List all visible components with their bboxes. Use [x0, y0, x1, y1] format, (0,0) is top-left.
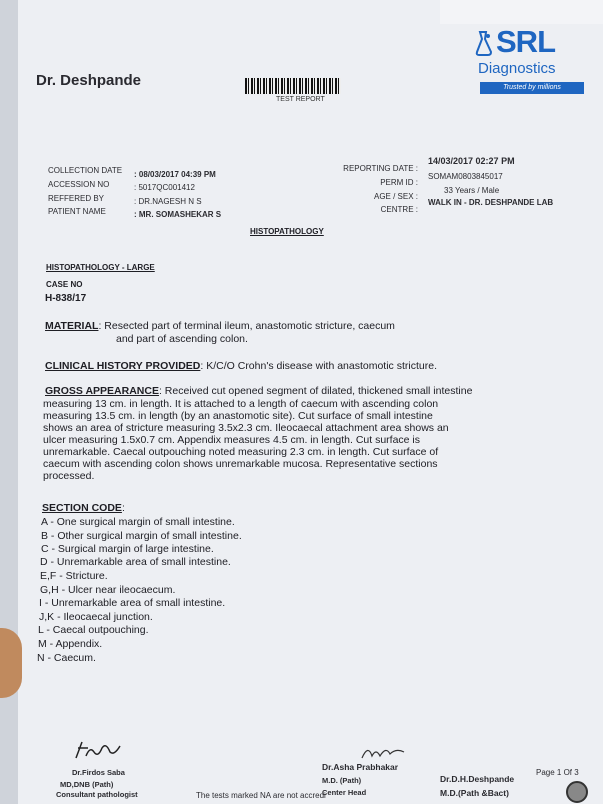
reporting-date-label: REPORTING DATE :	[343, 164, 418, 173]
sig1-name: Dr.Firdos Saba	[72, 768, 125, 777]
gross-line-3: shows an area of stricture measuring 3.5x2.3 cm. Ileocaecal attachment area shows an	[43, 422, 449, 434]
sig2-role: Center Head	[322, 788, 367, 797]
case-no-label: CASE NO	[46, 280, 83, 289]
clinical-history-section	[45, 360, 437, 372]
collection-date-value: : 08/03/2017 04:39 PM	[134, 170, 216, 179]
section-code-item: C - Surgical margin of large intestine.	[41, 543, 214, 555]
accreditation-note: The tests marked NA are not accredi	[196, 791, 326, 800]
perm-id-value: SOMAM0803845017	[428, 172, 503, 181]
sig1-degree: MD,DNB (Path)	[60, 780, 114, 789]
section-code-heading	[42, 502, 125, 514]
gross-line-7: processed.	[43, 470, 95, 482]
gross-line-1: measuring 13 cm. in length. It is attached to a length of caecum with ascending colon	[43, 398, 439, 410]
clinical-history-text: : K/C/O Crohn's disease with anastomotic stricture.	[200, 360, 437, 372]
gross-line-6: caecum with ascending colon shows unremarkable mucosa. Representative sections	[43, 458, 438, 470]
collection-date-label: COLLECTION DATE	[48, 166, 123, 175]
reporting-date-value: 14/03/2017 02:27 PM	[428, 156, 515, 166]
gross-line-2: measuring 13.5 cm. in length (by an anastomotic site). Cut surface of small intestine	[43, 410, 433, 422]
test-report-label: TEST REPORT	[276, 96, 325, 103]
clinical-history-label: CLINICAL HISTORY PROVIDED	[45, 360, 201, 372]
age-sex-value: 33 Years / Male	[444, 186, 500, 195]
gross-appearance-label: GROSS APPEARANCE	[45, 385, 159, 397]
material-line-1: : Resected part of terminal ileum, anastomotic stricture, caecum	[98, 320, 395, 332]
barcode	[245, 78, 341, 94]
section-code-item: B - Other surgical margin of small intestine.	[41, 530, 242, 542]
centre-value: WALK IN - DR. DESHPANDE LAB	[428, 198, 554, 207]
sig2-name: Dr.Asha Prabhakar	[322, 762, 399, 772]
section-code-item: I - Unremarkable area of small intestine.	[39, 597, 226, 609]
diagnostics-text: Diagnostics	[478, 60, 556, 77]
brand-tagline: Trusted by millions	[480, 82, 584, 94]
accession-label: ACCESSION NO	[48, 180, 110, 189]
gross-line-0: : Received cut opened segment of dilated, thickened small intestine	[158, 385, 473, 397]
material-section	[45, 320, 395, 332]
srl-brand-text: SRL	[496, 24, 555, 59]
patient-name-value: : MR. SOMASHEKAR S	[134, 210, 222, 219]
material-label: MATERIAL	[45, 320, 99, 332]
thumb-holding-page	[0, 628, 22, 698]
section-code-colon: :	[121, 502, 125, 514]
sig2-degree: M.D. (Path)	[322, 776, 362, 785]
page-number: Page 1 Of 3	[536, 768, 579, 777]
section-code-item: A - One surgical margin of small intestine.	[41, 516, 235, 528]
section-code-item: J,K - Ileocaecal junction.	[39, 611, 153, 623]
signature-asha-prabhakar	[360, 742, 408, 762]
histopathology-heading: HISTOPATHOLOGY	[250, 227, 324, 236]
age-sex-label: AGE / SEX :	[373, 192, 418, 201]
patient-name-label: PATIENT NAME	[48, 207, 106, 216]
section-code-item: M - Appendix.	[38, 638, 103, 650]
section-code-label: SECTION CODE	[42, 502, 122, 514]
underlying-sheet	[440, 0, 603, 24]
lab-seal-icon	[566, 781, 588, 803]
microscope-icon	[474, 30, 494, 56]
section-code-item: D - Unremarkable area of small intestine.	[40, 556, 231, 568]
material-line-2: and part of ascending colon.	[116, 333, 248, 345]
sig3-degree: M.D.(Path &Bact)	[440, 788, 509, 798]
perm-id-label: PERM ID :	[380, 178, 418, 187]
doctor-lab-title: Dr. Deshpande	[36, 72, 142, 89]
referred-value: : DR.NAGESH N S	[134, 197, 202, 206]
centre-label: CENTRE :	[380, 205, 418, 214]
referred-label: REFFERED BY	[48, 194, 105, 203]
sig1-role: Consultant pathologist	[56, 790, 138, 799]
case-no-value: H-838/17	[45, 293, 87, 304]
histopathology-large-heading: HISTOPATHOLOGY - LARGE	[46, 263, 155, 272]
section-code-item: E,F - Stricture.	[40, 570, 108, 582]
gross-appearance-section	[45, 385, 472, 397]
sig3-name: Dr.D.H.Deshpande	[440, 774, 515, 784]
srl-diagnostics-logo	[474, 24, 586, 96]
section-code-item: N - Caecum.	[37, 652, 96, 664]
section-code-item: L - Caecal outpouching.	[38, 624, 149, 636]
signature-firdos-saba	[72, 738, 130, 762]
section-code-item: G,H - Ulcer near ileocaecum.	[40, 584, 176, 596]
accession-value: : 5017QC001412	[134, 183, 195, 192]
gross-line-4: ulcer measuring 1.5x0.7 cm. Appendix measures 4.5 cm. in length. Cut surface is	[43, 434, 421, 446]
gross-line-5: unremarkable. Caecal outpouching noted measuring 2.3 cm. in length. Cut surface of	[43, 446, 439, 458]
